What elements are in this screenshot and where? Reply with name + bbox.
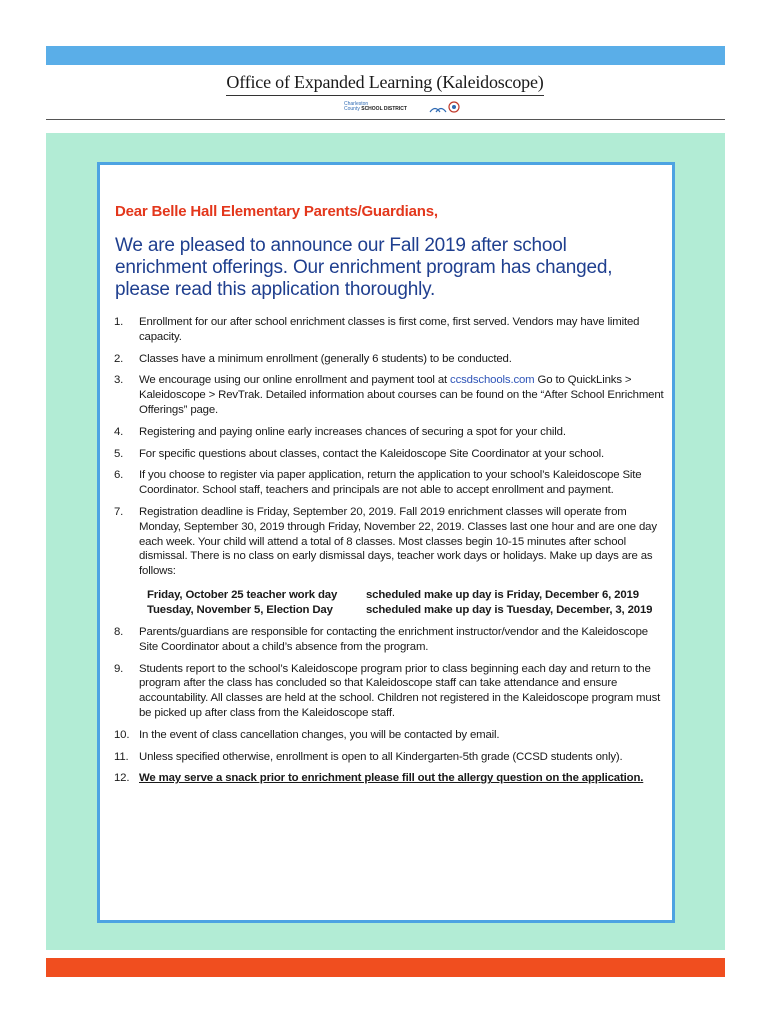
list-item: 1. Enrollment for our after school enrichment classes is first come, first served. Vendors may have limited capacity. [114,316,640,343]
greeting: Dear Belle Hall Elementary Parents/Guardians, [115,203,438,220]
top-color-bar [46,46,725,65]
makeup-row: Friday, October 25 teacher work day scheduled make up day is Friday, December 6, 2019 [147,588,639,601]
makeup-days-table [147,588,669,618]
list-item: 3. We encourage using our online enrollment and payment tool at ccsdschools.com Go to QuickLinks > Kaleidoscope > RevTrak. Detailed information about courses can be found on the “After School Enrichment Offerings” page. [114,374,664,416]
list-item: 6. If you choose to register via paper application, return the application to your school’s Kaleidoscope Site Coordinator. School staff, teachers and principals are not able to accept enrollment and payment. [114,469,642,497]
district-logo [330,100,470,118]
list-item: 7. Registration deadline is Friday, September 20, 2019. Fall 2019 enrichment classes will operate from Monday, September 30, 2019 through Friday, November 22, 2019. Classes last one hour and are one day each week. Your child will attend a total of 8 classes. Most classes begin 10-15 minutes after school dismissal. There is no class on early dismissal days, teacher work days or holidays. Make up days are as follows: Friday, October 25 teacher work day scheduled make up day is Friday, December 6, 2019 Tuesday, November 5, Election Day scheduled make up day is Tuesday, December, 3, 2019 [114,505,669,618]
office-title: Office of Expanded Learning (Kaleidoscope) [226,72,543,96]
bottom-color-bar [46,958,725,977]
website-link[interactable]: ccsdschools.com [450,374,535,387]
list-item: 9. Students report to the school’s Kaleidoscope program prior to class beginning each day and return to the program after the class has concluded so that Kaleidoscope staff can take attendance and ensure accountability. All classes are held at the school. Children not registered in the Kaleidoscope program must be picked up after class from the Kaleidoscope staff. [114,662,661,719]
makeup-row: Tuesday, November 5, Election Day scheduled make up day is Tuesday, December, 3, 2019 [147,603,653,616]
list-item: 8. Parents/guardians are responsible for contacting the enrichment instructor/vendor and the Kaleidoscope Site Coordinator about a child’s absence from the program. [114,625,648,653]
page-header [0,72,770,96]
list-item: 10. In the event of class cancellation changes, you will be contacted by email. [114,728,500,741]
district-seal-icon [428,100,464,116]
list-item: 5. For specific questions about classes, contact the Kaleidoscope Site Coordinator at your school. [114,447,605,460]
list-item: 4. Registering and paying online early increases chances of securing a spot for your child. [114,425,566,438]
headline: We are pleased to announce our Fall 2019 after school enrichment offerings. Our enrichment program has changed, please read this application thoroughly. [115,235,613,300]
district-name: Charleston County SCHOOL DISTRICT [344,101,407,112]
header-divider [46,119,725,120]
list-item: 2. Classes have a minimum enrollment (generally 6 students) to be conducted. [114,352,512,365]
letter-box [97,162,675,923]
list-item: 12. We may serve a snack prior to enrichment please fill out the allergy question on the application. [114,772,644,785]
list-item: 11. Unless specified otherwise, enrollment is open to all Kindergarten-5th grade (CCSD students only). [114,750,623,763]
instructions-list [114,315,669,786]
